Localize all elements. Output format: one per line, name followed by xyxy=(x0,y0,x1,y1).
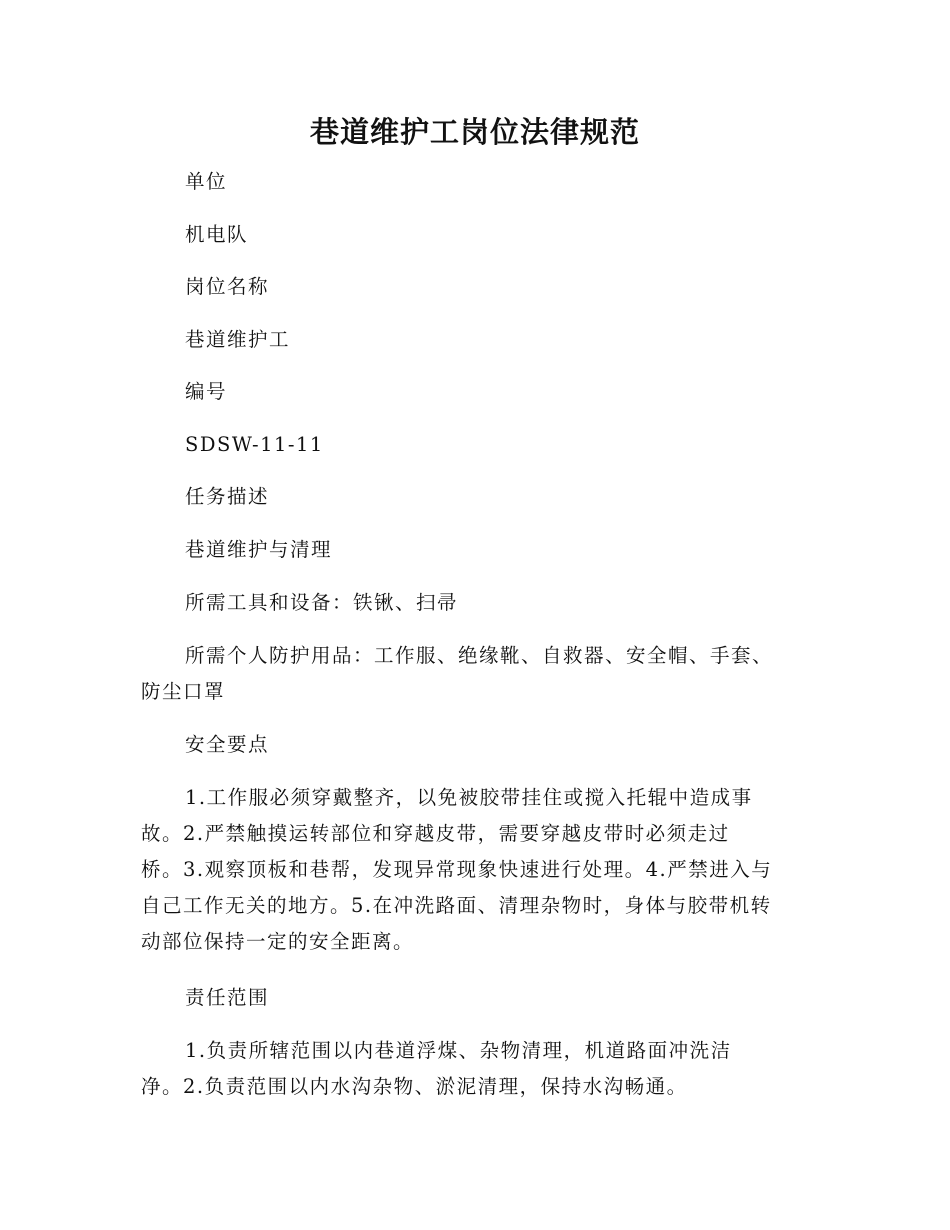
ppe-line: 所需个人防护用品：工作服、绝缘靴、自救器、安全帽、手套、 xyxy=(185,644,774,667)
responsibility-label: 责任范围 xyxy=(185,986,270,1009)
task-label: 任务描述 xyxy=(185,485,270,508)
code-label: 编号 xyxy=(185,380,228,403)
responsibility-line: 1.负责所辖范围以内巷道浮煤、杂物清理，机道路面冲洗洁 xyxy=(185,1039,732,1062)
tools-paragraph: 所需工具和设备：铁锹、扫帚 xyxy=(185,591,459,614)
ppe-line: 防尘口罩 xyxy=(141,680,226,703)
ppe-paragraph xyxy=(141,638,796,710)
safety-line: 桥。3.观察顶板和巷帮，发现异常现象快速进行处理。4.严禁进入与 xyxy=(141,858,773,881)
safety-line: 自己工作无关的地方。5.在冲洗路面、清理杂物时，身体与胶带机转 xyxy=(141,894,772,917)
document-title: 巷道维护工岗位法律规范 xyxy=(309,115,640,149)
position-value: 巷道维护工 xyxy=(185,328,291,351)
task-value: 巷道维护与清理 xyxy=(185,538,333,561)
safety-label: 安全要点 xyxy=(185,733,270,756)
safety-line: 故。2.严禁触摸运转部位和穿越皮带，需要穿越皮带时必须走过 xyxy=(141,822,730,845)
safety-line: 1.工作服必须穿戴整齐，以免被胶带挂住或搅入托辊中造成事 xyxy=(185,786,753,809)
unit-label: 单位 xyxy=(185,170,228,193)
safety-paragraph xyxy=(141,780,796,960)
position-label: 岗位名称 xyxy=(185,275,270,298)
unit-value: 机电队 xyxy=(185,223,249,246)
safety-line: 动部位保持一定的安全距离。 xyxy=(141,930,415,953)
responsibility-paragraph xyxy=(141,1033,796,1105)
code-value: SDSW-11-11 xyxy=(185,433,324,456)
responsibility-line: 净。2.负责范围以内水沟杂物、淤泥清理，保持水沟畅通。 xyxy=(141,1075,688,1098)
